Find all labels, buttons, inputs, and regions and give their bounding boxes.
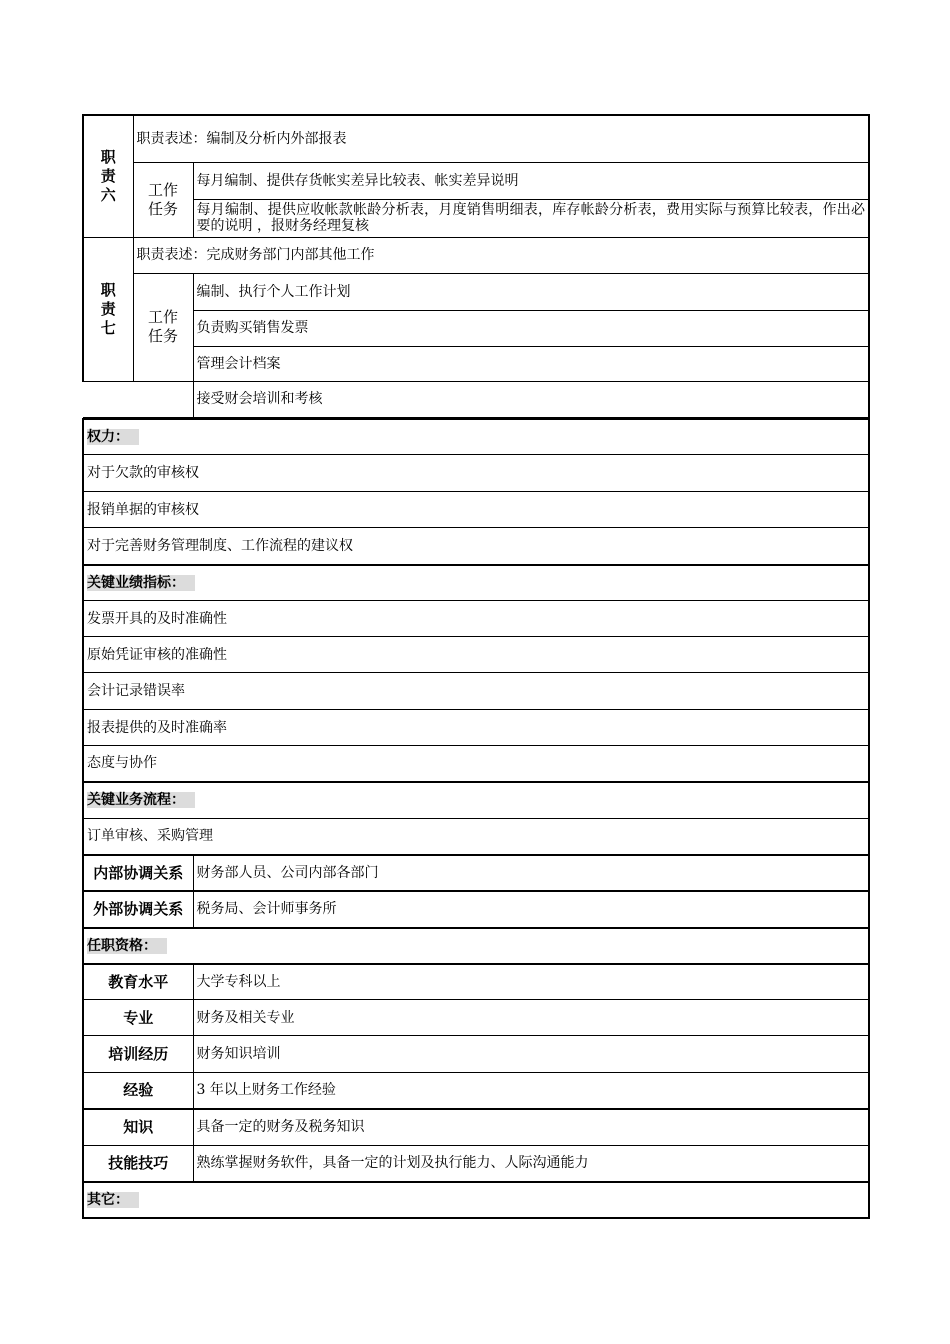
duty6-task-label: 工作 任务 [133, 162, 193, 237]
duty7-task-label: 工作 任务 [133, 273, 193, 381]
power-item-1: 对于欠款的审核权 [83, 455, 869, 492]
knowledge-label: 知识 [83, 1109, 193, 1146]
duty7-task-2: 负责购买销售发票 [193, 310, 869, 346]
relation-row [83, 855, 869, 891]
power-title: 权力： [83, 419, 869, 455]
major-value: 财务及相关专业 [193, 1000, 869, 1036]
duty7-task-row [83, 273, 869, 310]
duty6-task-row [83, 199, 869, 237]
qualification-title: 任职资格： [83, 928, 869, 964]
table-row [83, 1073, 869, 1109]
power-header-row [83, 419, 869, 455]
education-value: 大学专科以上 [193, 964, 869, 1000]
knowledge-value: 具备一定的财务及税务知识 [193, 1109, 869, 1146]
kpi-item-3: 会计记录错误率 [83, 673, 869, 710]
power-item-2: 报销单据的审核权 [83, 492, 869, 528]
skills-label: 技能技巧 [83, 1146, 193, 1182]
qualification-header-row [83, 928, 869, 964]
duty7-statement-row [83, 237, 869, 273]
experience-label: 经验 [83, 1073, 193, 1109]
kpi-item-2: 原始凭证审核的准确性 [83, 637, 869, 673]
internal-relation-value: 财务部人员、公司内部各部门 [193, 855, 869, 891]
external-relation-label: 外部协调关系 [83, 891, 193, 928]
power-item-3: 对于完善财务管理制度、工作流程的建议权 [83, 528, 869, 565]
duty6-statement-row [83, 115, 869, 162]
training-label: 培训经历 [83, 1036, 193, 1073]
list-item [83, 601, 869, 637]
major-label: 专业 [83, 1000, 193, 1036]
internal-relation-label: 内部协调关系 [83, 855, 193, 891]
kpi-item-1: 发票开具的及时准确性 [83, 601, 869, 637]
process-title: 关键业务流程： [83, 782, 869, 819]
duty6-label: 职 责 六 [83, 115, 133, 237]
duty6-task-1: 每月编制、提供存货帐实差异比较表、帐实差异说明 [193, 162, 869, 199]
duties-table [82, 114, 870, 418]
education-label: 教育水平 [83, 964, 193, 1000]
duty7-task-3: 管理会计档案 [193, 346, 869, 381]
experience-value: 3 年以上财务工作经验 [193, 1073, 869, 1109]
duty7-task-4: 接受财会培训和考核 [193, 381, 869, 417]
list-item [83, 746, 869, 782]
list-item [83, 710, 869, 746]
training-value: 财务知识培训 [193, 1036, 869, 1073]
table-row [83, 1109, 869, 1146]
table-row [83, 1036, 869, 1073]
kpi-title: 关键业绩指标： [83, 565, 869, 601]
table-row [83, 964, 869, 1000]
duty7-statement: 职责表述：完成财务部门内部其他工作 [133, 237, 869, 273]
list-item [83, 528, 869, 565]
list-item [83, 673, 869, 710]
list-item [83, 492, 869, 528]
duty6-task-2: 每月编制、提供应收帐款帐龄分析表，月度销售明细表，库存帐龄分析表，费用实际与预算比较表，作出必要的说明 ，报财务经理复核 [193, 199, 869, 237]
duty7-task-1: 编制、执行个人工作计划 [193, 273, 869, 310]
kpi-item-4: 报表提供的及时准确率 [83, 710, 869, 746]
external-relation-value: 税务局、会计师事务所 [193, 891, 869, 928]
list-item [83, 819, 869, 855]
duty7-task-row [83, 346, 869, 381]
list-item [83, 455, 869, 492]
other-title: 其它： [83, 1182, 869, 1218]
kpi-item-5: 态度与协作 [83, 746, 869, 782]
process-header-row [83, 782, 869, 819]
duty6-task-row [83, 162, 869, 199]
kpi-header-row [83, 565, 869, 601]
skills-value: 熟练掌握财务软件，具备一定的计划及执行能力、人际沟通能力 [193, 1146, 869, 1182]
details-table [82, 418, 870, 1219]
table-row [83, 1000, 869, 1036]
duty7-task-row [83, 310, 869, 346]
job-description-sheet [82, 114, 868, 1219]
relation-row [83, 891, 869, 928]
table-row [83, 1146, 869, 1182]
process-item-1: 订单审核、采购管理 [83, 819, 869, 855]
duty6-statement: 职责表述：编制及分析内外部报表 [133, 115, 869, 162]
duty7-blank-cell [83, 381, 193, 417]
duty7-task-row [83, 381, 869, 417]
list-item [83, 637, 869, 673]
duty7-label: 职 责 七 [83, 237, 133, 381]
other-header-row [83, 1182, 869, 1218]
